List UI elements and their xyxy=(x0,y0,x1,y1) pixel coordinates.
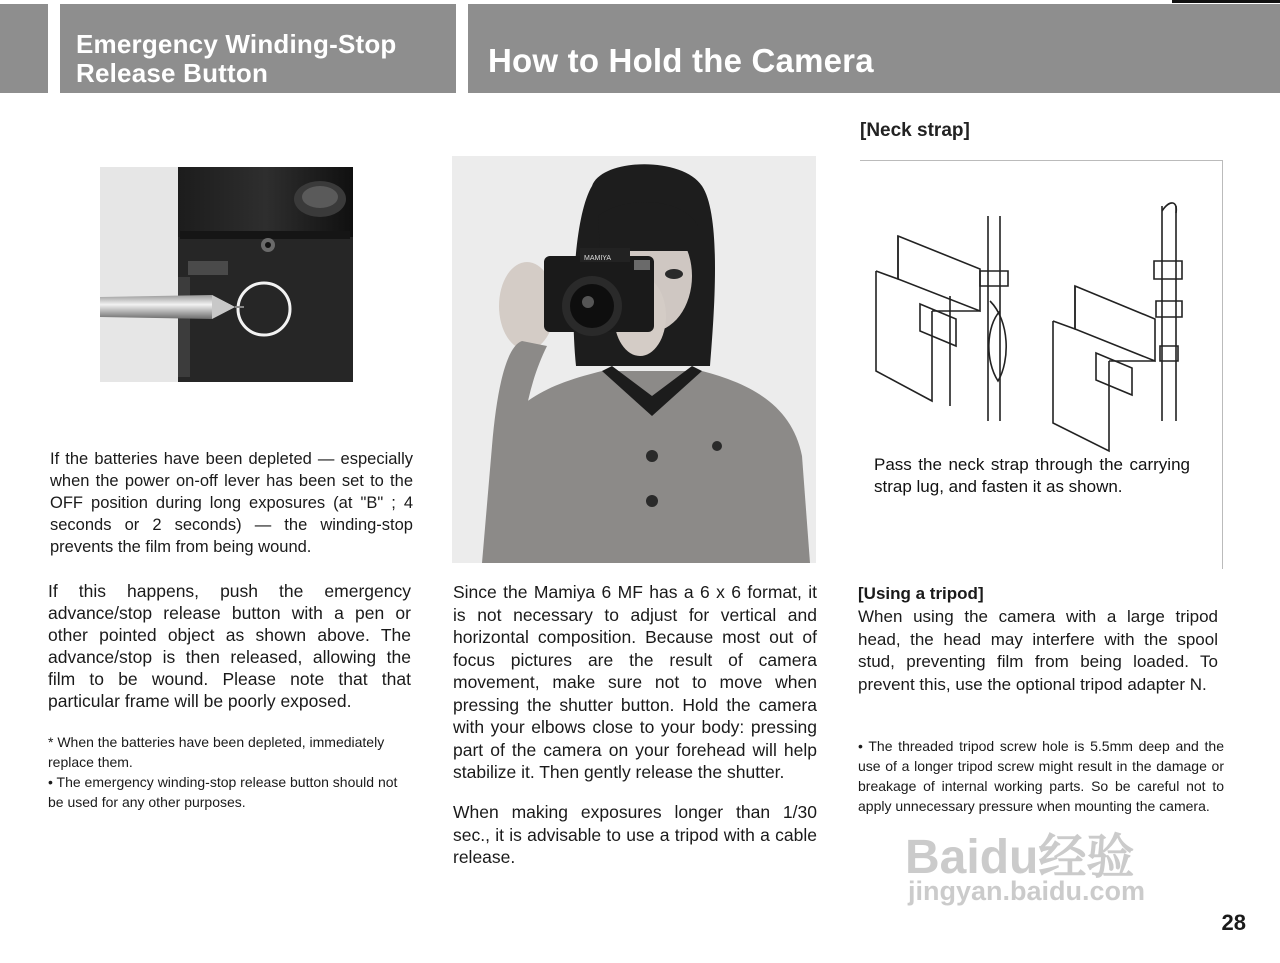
tripod-note xyxy=(858,736,1224,816)
section-title-hold-camera: How to Hold the Camera xyxy=(488,42,874,79)
woman-holding-camera-illustration xyxy=(452,156,816,563)
neck-strap-diagram xyxy=(860,161,1222,461)
watermark-url: jingyan.baidu.com xyxy=(908,876,1146,906)
camera-brand-label: MAMIYA xyxy=(584,255,612,262)
photo-holding-camera xyxy=(452,156,816,563)
section-title-emergency-line2: Release Button xyxy=(76,58,269,88)
header-band-emergency xyxy=(60,4,456,93)
neck-strap-heading: [Neck strap] xyxy=(860,120,970,141)
tripod-para-text: When using the camera with a large tripod head, the head may interfere with the spool stud, preventing film from being loaded. To prevent this, use the optional tripod adapter N. xyxy=(858,607,1218,694)
neck-strap-diagram-frame xyxy=(860,160,1223,569)
tripod-heading: [Using a tripod] xyxy=(858,584,984,603)
hold-camera-para2-text: When making exposures longer than 1/30 sec., it is advisable to use a tripod with a cable release. xyxy=(453,802,817,867)
emergency-notes xyxy=(48,732,414,812)
tripod-note-text: • The threaded tripod screw hole is 5.5mm deep and the use of a longer tripod screw might result in the damage or breakage of internal working parts. So be careful not to apply unnecessary pressure when mounting the camera. xyxy=(858,738,1224,814)
hold-camera-para1-text: Since the Mamiya 6 MF has a 6 x 6 format, it is not necessary to adjust for vertical and horizontal composition. Because most out of focus pictures are the result of camera movement, make sure not to move when pressing the shutter button. Hold the camera with your elbows close to your body: pressing part of the camera on your forehead will help stabilize it. Then gently release the shutter. xyxy=(453,582,817,782)
camera-pen-illustration xyxy=(100,167,353,382)
page-number: 28 xyxy=(1221,910,1246,935)
hold-camera-paragraph-2 xyxy=(453,801,817,869)
emergency-para1-text: If the batteries have been depleted — especially when the power on-off lever has been set to the OFF position during long exposures (at "B" ; 4 seconds or 2 seconds) — the winding-stop prevents the film from being wound. xyxy=(50,450,413,556)
hold-camera-paragraph-1 xyxy=(453,581,817,784)
emergency-paragraph-1 xyxy=(50,448,413,558)
corner-rule xyxy=(1172,0,1280,3)
emergency-note-1: * When the batteries have been depleted, immediately replace them. xyxy=(48,734,385,770)
header-band-left xyxy=(0,4,48,93)
photo-release-button xyxy=(100,167,353,382)
section-title-emergency xyxy=(76,30,397,88)
neck-strap-caption xyxy=(874,454,1190,498)
emergency-note-2: • The emergency winding-stop release button should not be used for any other purposes. xyxy=(48,774,398,810)
header-band-hold xyxy=(468,4,1280,93)
emergency-para2-text: If this happens, push the emergency advance/stop release button with a pen or other pointed object as shown above. The advance/stop is then released, allowing the film to be wound. Please note that that particular frame will be poorly exposed. xyxy=(48,581,411,711)
section-title-emergency-line1: Emergency Winding-Stop xyxy=(76,29,397,59)
watermark-logo: Baidu经验 xyxy=(905,831,1135,884)
neck-strap-caption-text: Pass the neck strap through the carrying strap lug, and fasten it as shown. xyxy=(874,455,1190,496)
tripod-paragraph xyxy=(858,606,1218,696)
emergency-paragraph-2 xyxy=(48,580,411,712)
